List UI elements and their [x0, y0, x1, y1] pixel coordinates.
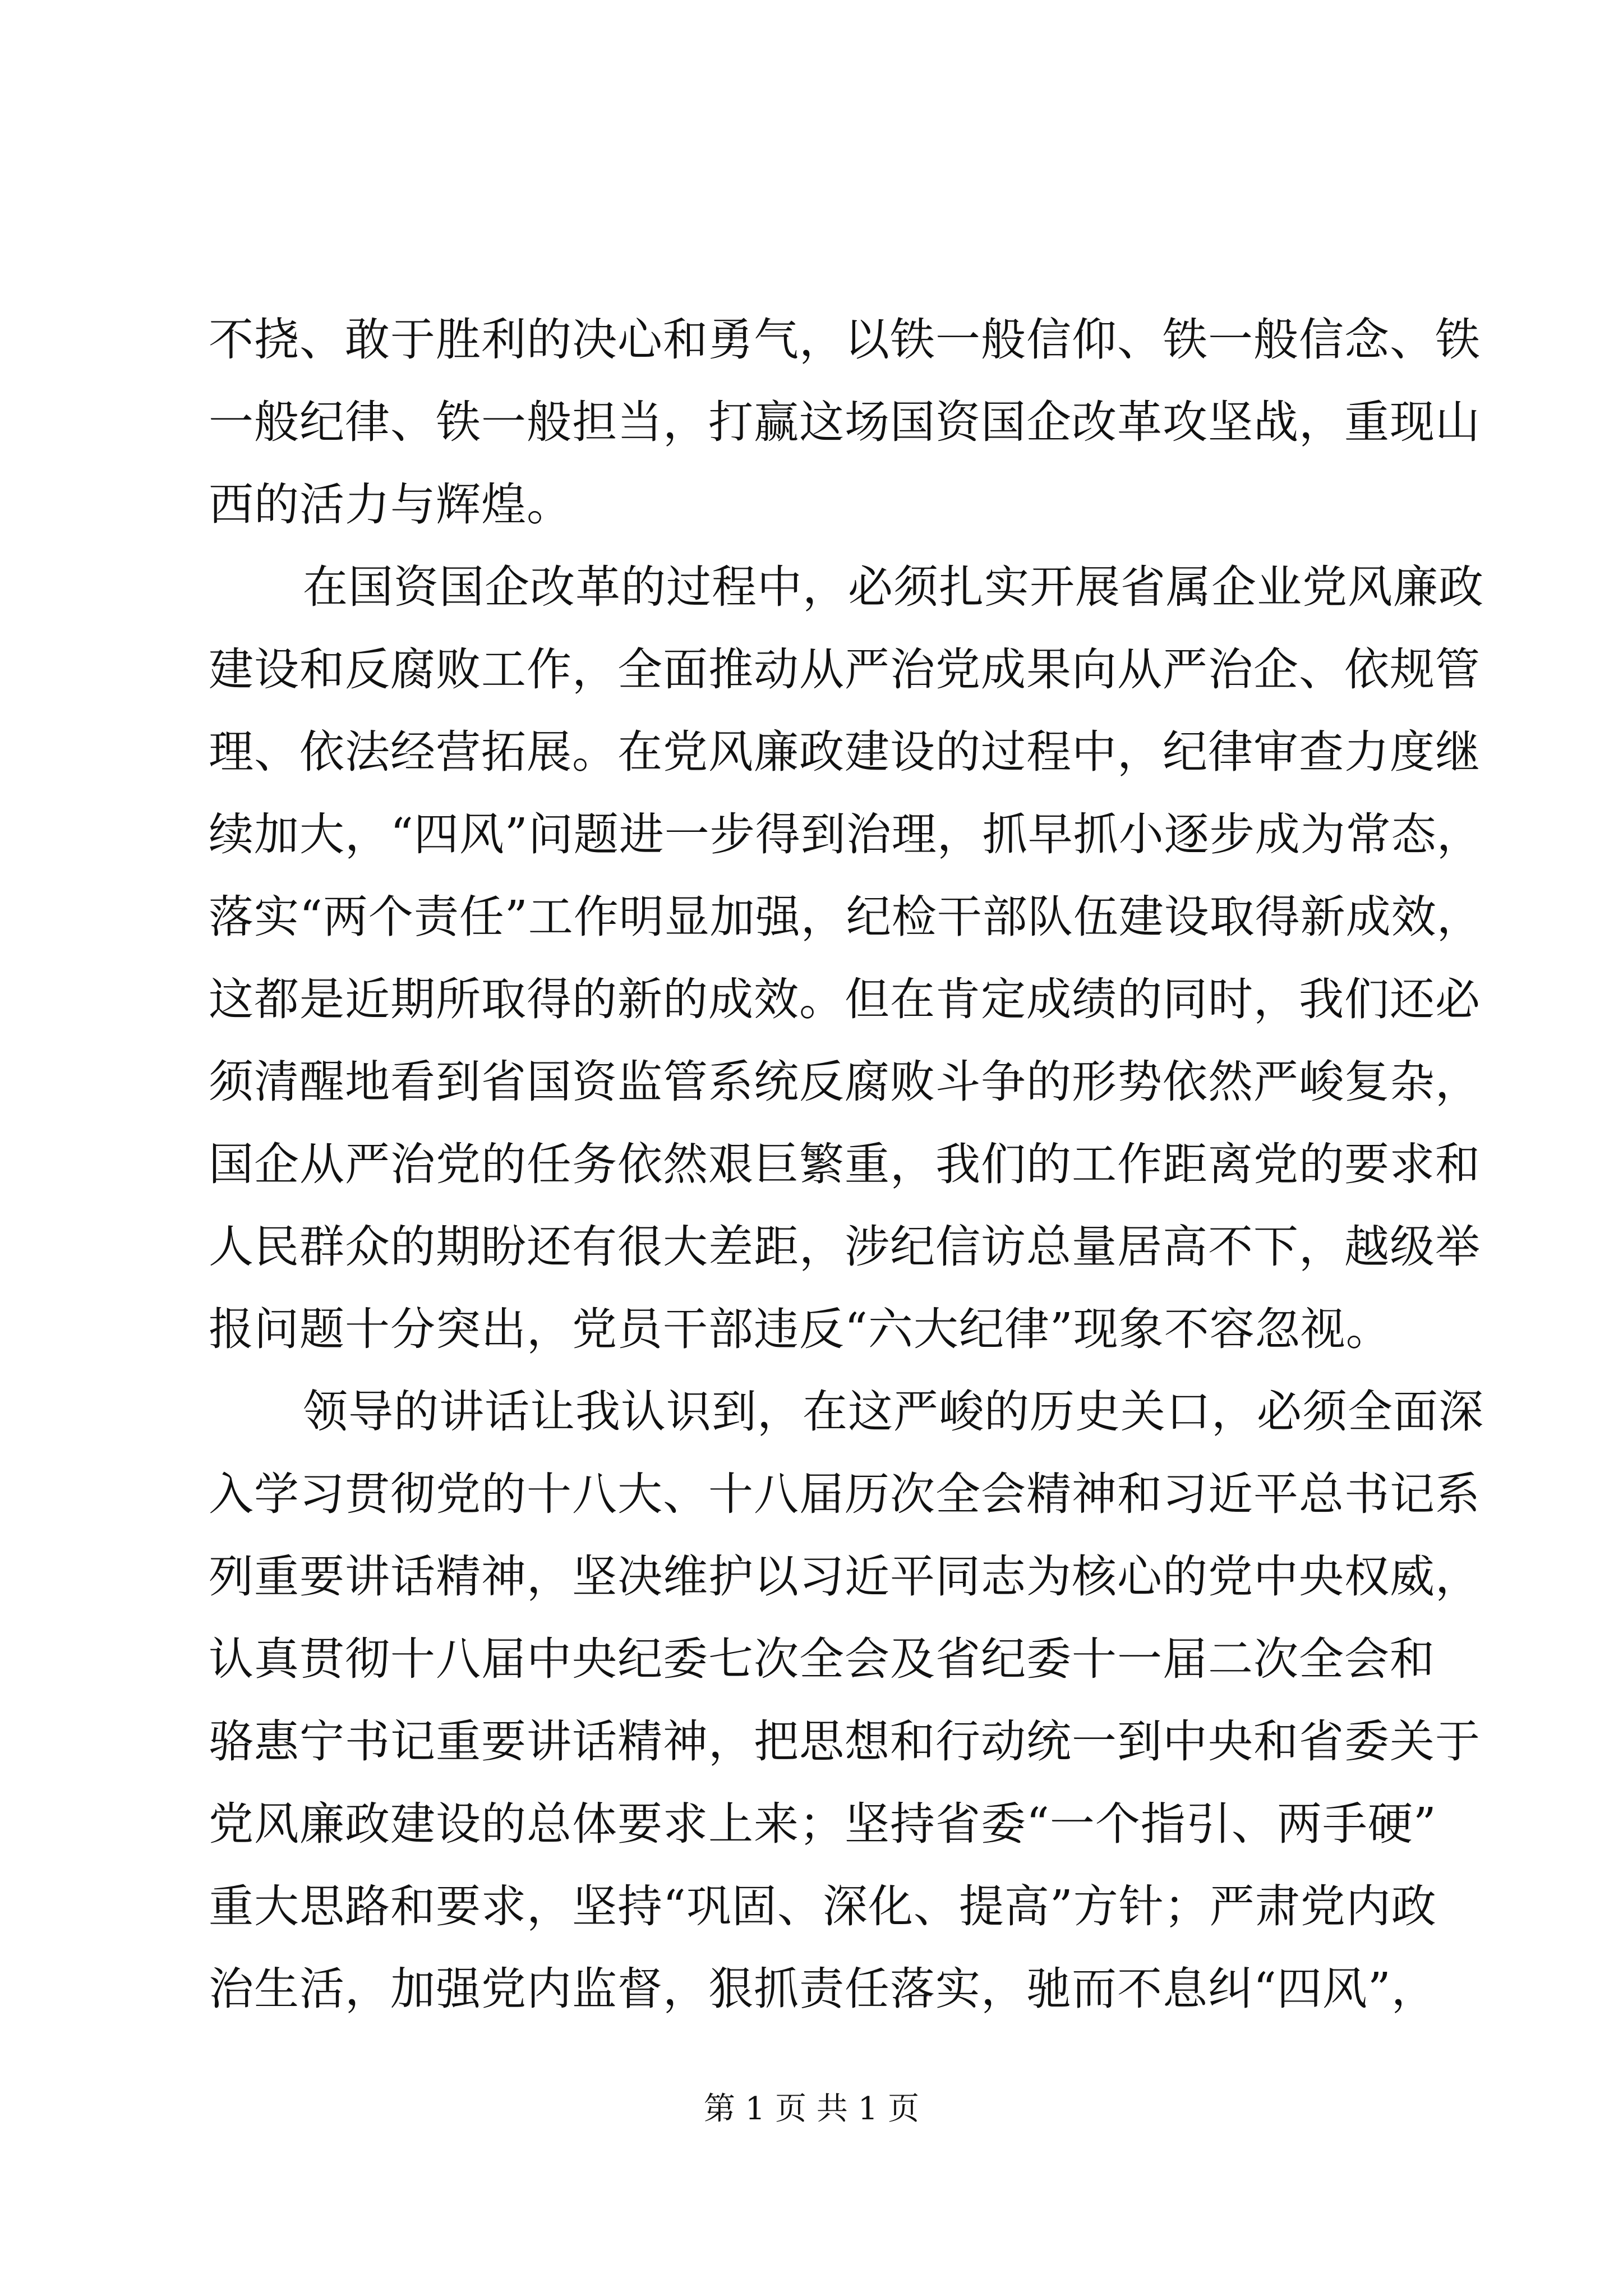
page-footer — [0, 2090, 1623, 2129]
paragraph-first-line: 领导的讲话让我认识到，在这严峻的历史关口，必须全面深 — [303, 1386, 1484, 1438]
text-line: 续加大，“四风”问题进一步得到治理，抓早抓小逐步成为常态， — [209, 808, 1482, 861]
text-line: 理、依法经营拓展。在党风廉政建设的过程中，纪律审查力度继 — [209, 726, 1481, 778]
text-line: 党风廉政建设的总体要求上来；坚持省委“一个指引、两手硬” — [209, 1798, 1437, 1850]
body-text — [209, 298, 1484, 2030]
text-line: 重大思路和要求，坚持“巩固、深化、提高”方针；严肃党内政 — [209, 1880, 1437, 1932]
text-line: 一般纪律、铁一般担当，打赢这场国资国企改革攻坚战，重现山 — [209, 396, 1481, 448]
text-line: 报问题十分突出，党员干部违反“六大纪律”现象不容忽视。 — [209, 1303, 1391, 1355]
text-line: 人民群众的期盼还有很大差距，涉纪信访总量居高不下，越级举 — [209, 1221, 1481, 1273]
text-line: 治生活，加强党内监督，狠抓责任落实，驰而不息纠“四风”， — [209, 1963, 1437, 2015]
text-line: 不挠、敢于胜利的决心和勇气，以铁一般信仰、铁一般信念、铁 — [209, 314, 1481, 366]
paragraph-first-line: 在国资国企改革的过程中，必须扎实开展省属企业党风廉政 — [303, 561, 1484, 613]
text-line: 建设和反腐败工作，全面推动从严治党成果向从严治企、依规管 — [209, 643, 1481, 696]
page-number: 第 1 页 共 1 页 — [703, 2091, 920, 2127]
text-line: 入学习贯彻党的十八大、十八届历次全会精神和习近平总书记系 — [209, 1468, 1481, 1520]
text-line: 西的活力与辉煌。 — [209, 478, 572, 531]
text-line: 骆惠宁书记重要讲话精神，把思想和行动统一到中央和省委关于 — [209, 1715, 1481, 1768]
text-line: 国企从严治党的任务依然艰巨繁重，我们的工作距离党的要求和 — [209, 1138, 1481, 1190]
text-line: 认真贯彻十八届中央纪委七次全会及省纪委十一届二次全会和 — [209, 1633, 1435, 1685]
text-line: 列重要讲话精神，坚决维护以习近平同志为核心的党中央权威， — [209, 1550, 1481, 1603]
text-line: 须清醒地看到省国资监管系统反腐败斗争的形势依然严峻复杂， — [209, 1056, 1481, 1108]
text-line: 落实“两个责任”工作明显加强，纪检干部队伍建设取得新成效， — [209, 891, 1482, 943]
text-line: 这都是近期所取得的新的成效。但在肯定成绩的同时，我们还必 — [209, 973, 1481, 1025]
